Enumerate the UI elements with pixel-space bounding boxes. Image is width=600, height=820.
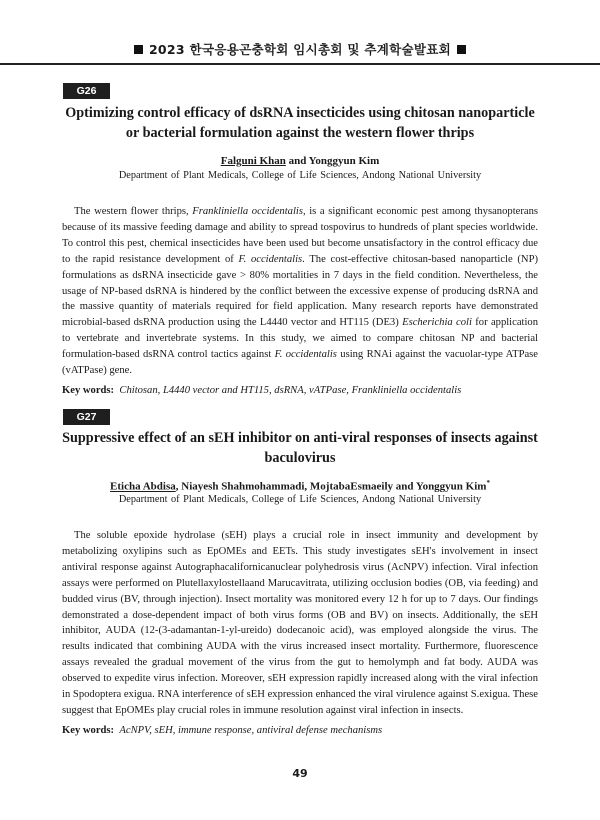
- article-abstract: [62, 204, 538, 379]
- abstract-text: The soluble epoxide hydrolase (sEH) plays a crucial role in insect immunity and development by metabolizing oxylipins such as EpOMEs and EETs. This study investigates sEH's involvement in insect antiviral response against Autographacalifornicanuclear polyhedrosis virus (AcNPV) infection. Viral infection assays were performed on Plutellaxylostellaand Marucavitrata, utilizing occlusion bodies (OB, via feeding) and budded virus (BV, through injection). Insect mortality was monitored every 12 h for up to 7 days. Our findings demonstrated a dose-dependent impact of both virus forms (OB and BV) on insects. Additionally, the sEH inhibitor, AUDA (12-(3-adamantan-1-yl-ureido) dodecanoic acid), was employed alongside the virus. The results indicated that combining AUDA with the virus increased insect mortality. Furthermore, fluorescence assays revealed the gradual movement of the virus from the gut to hemolymph and fat body. AUDA was observed to expedite virus infection. Moreover, sEH expression rapidly increased along with the viral infection in Spodoptera exigua. RNA interference of sEH expression enhanced the viral virulence against S.exigua. These suggest that EpOMEs play crucial roles in immune resolution against viral infection in insects.: [62, 530, 538, 716]
- presenting-author: Eticha Abdisa: [110, 480, 176, 493]
- header-title: 2023 한국응용곤충학회 임시총회 및 추계학술발표회: [148, 42, 452, 57]
- presenting-author: Falguni Khan: [220, 155, 286, 167]
- page-number: 49: [292, 767, 308, 780]
- article-code-badge: G27: [63, 409, 110, 425]
- keywords-value: Chitosan, L4440 vector and HT115, dsRNA, vATPase, Frankliniella occidentalis: [119, 385, 462, 396]
- keywords-value: AcNPV, sEH, immune response, antiviral defense mechanisms: [119, 725, 383, 736]
- square-bullet-icon: [134, 45, 143, 54]
- keywords-label: Key words:: [62, 385, 115, 396]
- article-title: Suppressive effect of an sEH inhibitor on anti-viral responses of insects against baculovirus: [62, 430, 538, 466]
- header-rule: [0, 63, 600, 65]
- article-keywords: [62, 385, 538, 396]
- co-authors: and Yonggyun Kim: [285, 155, 380, 167]
- co-authors: , Niayesh Shahmohammadi, MojtabaEsmaeily and Yonggyun Kim: [175, 480, 487, 493]
- article-authors: [0, 155, 600, 167]
- article-affiliation: Department of Plant Medicals, College of Life Sciences, Andong National University: [118, 494, 482, 505]
- corresponding-mark: *: [486, 479, 490, 487]
- article-authors: [0, 479, 600, 493]
- running-header: [0, 40, 600, 58]
- square-bullet-icon: [457, 45, 466, 54]
- article-code-badge: G26: [63, 83, 110, 99]
- article-affiliation: Department of Plant Medicals, College of Life Sciences, Andong National University: [118, 170, 482, 181]
- article-title: Optimizing control efficacy of dsRNA insecticides using chitosan nanoparticle or bacterial formulation against the western flower thrips: [65, 105, 535, 141]
- abstract-text: The western flower thrips, Frankliniella occidentalis, is a significant economic pest among thysanopterans because of its massive feeding damage and ability to spread tospovirus to hundreds of plant species worldwide. To control this pest, chemical insecticides have been used but become unsatisfactory in the control efficacy due to the rapid resistance development of F. occidentalis. The cost-effective chitosan-based nanoparticle (NP) formulations as dsRNA insecticide gave > 80% mortalities in 7 days in the field condition. Nevertheless, the usage of NP-based dsRNA is hindered by the conflict between the excessive expense of producing dsRNA and the massive quantity of materials required for field application. Many research reports have demonstrated microbial-based dsRNA production using the L4440 vector and HT115 (DE3) Escherichia coli for application to vertebrate and invertebrate systems. In this study, we aimed to compare chitosan NP and bacterial formulation-based dsRNA control tactics against F. occidentalis using RNAi against the vacuolar-type ATPase (vATPase) gene.: [62, 206, 539, 377]
- keywords-label: Key words:: [62, 725, 115, 736]
- article-keywords: [62, 725, 538, 736]
- article-abstract: [62, 528, 538, 719]
